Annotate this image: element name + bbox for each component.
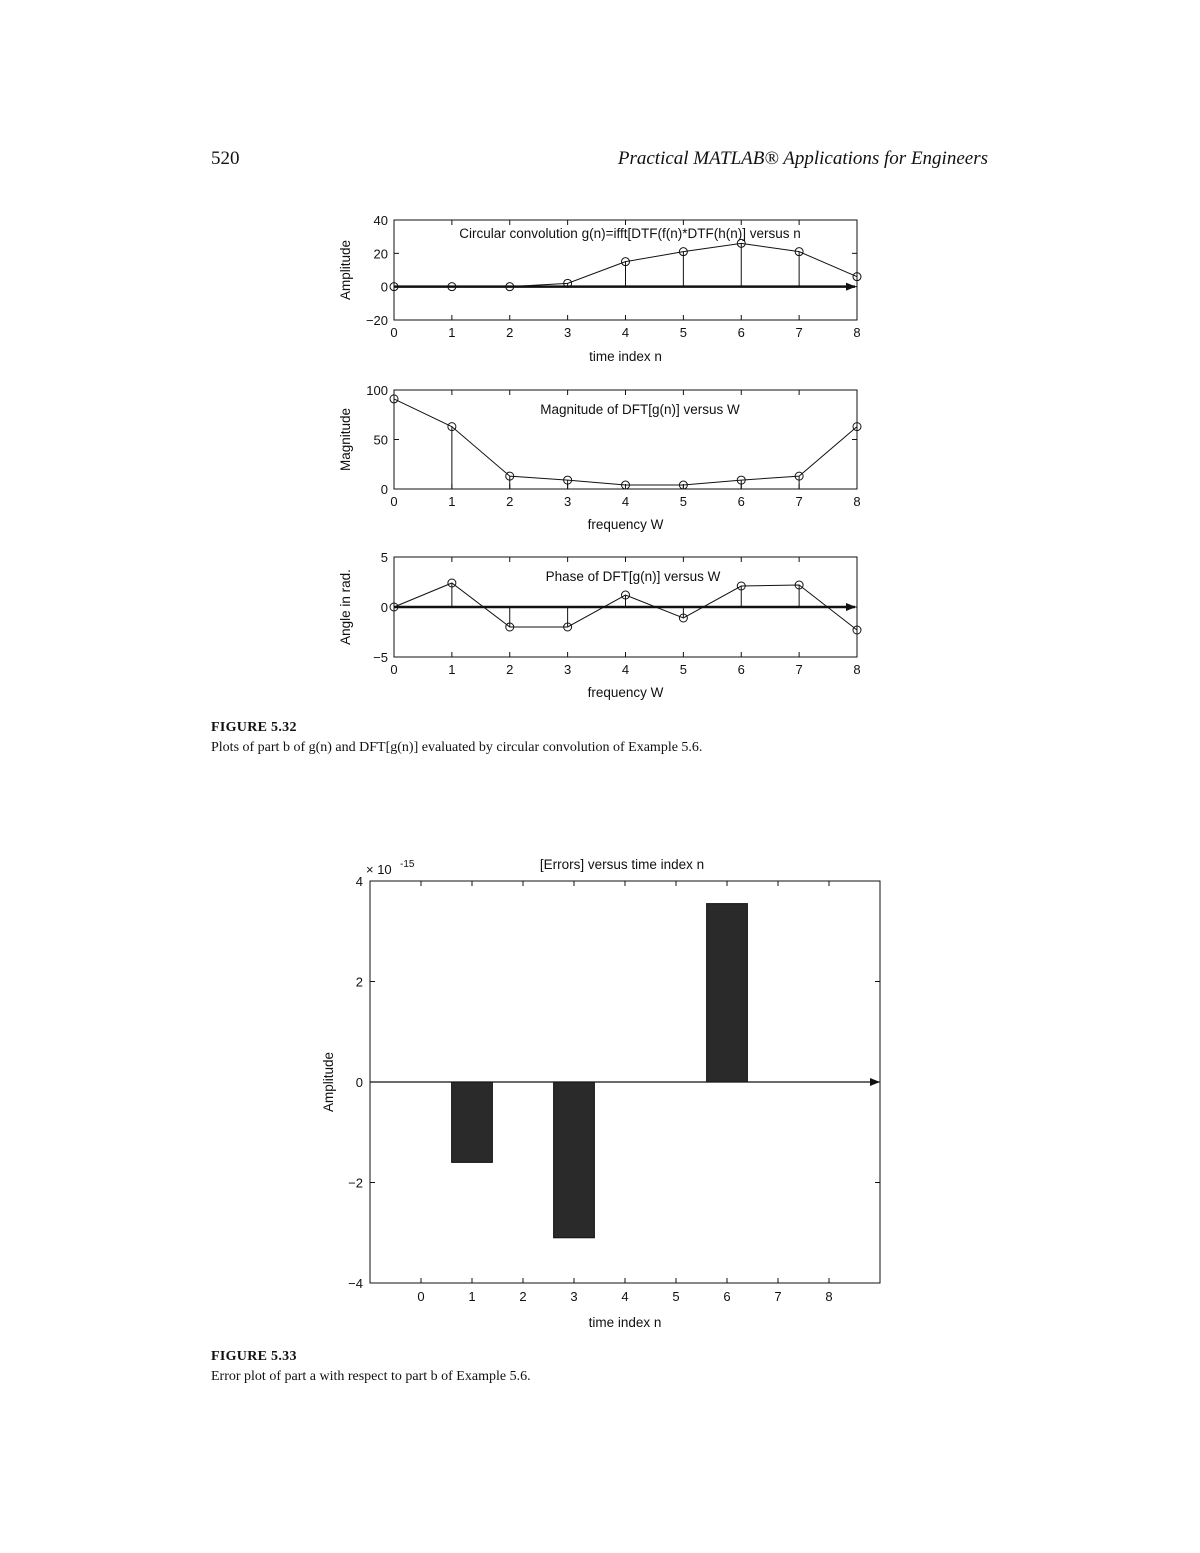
x-tick-label: 5 [679,494,687,509]
x-tick-label: 5 [679,325,687,340]
y-tick-label: 2 [355,974,363,990]
scale-exponent: -15 [400,859,415,870]
x-axis-label: frequency W [587,517,664,532]
error-bar [707,904,748,1082]
plot-3 [338,550,861,700]
y-tick-label: 4 [355,874,363,889]
y-tick-label: 0 [380,482,388,497]
y-axis-label: Amplitude [338,239,353,301]
figure-5-33-label: FIGURE 5.33 [211,1349,297,1364]
x-tick-label: 8 [853,325,861,340]
plot-title: Phase of DFT[g(n)] versus W [545,569,721,584]
x-tick-label: 4 [621,662,630,677]
figure-5-33-caption [211,1347,531,1387]
plot-title: Circular convolution g(n)=ifft[DTF(f(n)*DTF(h(n)] versus n [459,226,801,241]
x-tick-label: 5 [679,662,687,677]
y-tick-label: 100 [366,383,388,398]
plot-1 [338,213,861,364]
y-tick-label: 5 [380,550,388,565]
plot-title: [Errors] versus time index n [539,857,705,872]
y-tick-label: 20 [373,246,388,262]
running-title: Practical MATLAB® Applications for Engineers [617,148,988,169]
error-bar [554,1082,595,1238]
x-tick-label: 4 [621,1289,629,1304]
error-bar [452,1082,493,1162]
x-tick-label: 3 [564,325,572,340]
x-tick-label: 5 [672,1289,680,1304]
x-tick-label: 3 [570,1289,578,1304]
y-tick-label: 0 [380,600,388,615]
figure-5-32-text: Plots of part b of g(n) and DFT[g(n)] evaluated by circular convolution of Example 5.6. [211,740,703,755]
x-tick-label: 4 [621,325,630,340]
x-tick-label: 0 [417,1289,425,1304]
figure-5-33-text: Error plot of part a with respect to part b of Example 5.6. [211,1369,531,1384]
x-tick-label: 2 [506,662,514,677]
y-tick-label: −20 [365,313,388,328]
x-axis-label: time index n [589,349,662,364]
x-tick-label: 2 [519,1289,527,1304]
error-bar-chart [321,857,880,1330]
figure-5-32-caption [211,718,702,758]
scale-label: × 10 [366,862,392,877]
x-tick-label: 1 [468,1289,476,1304]
x-tick-label: 6 [737,662,745,677]
x-tick-label: 6 [737,325,745,340]
x-tick-label: 6 [737,494,745,509]
x-tick-label: 7 [795,662,803,677]
y-tick-label: 40 [373,213,388,228]
x-tick-label: 3 [564,494,572,509]
y-tick-label: 0 [355,1075,363,1090]
x-tick-label: 2 [506,325,514,340]
y-axis-label: Amplitude [321,1051,336,1113]
x-tick-label: 4 [621,494,630,509]
x-tick-label: 7 [774,1289,782,1304]
plot-title: Magnitude of DFT[g(n)] versus W [540,402,740,417]
y-tick-label: −5 [373,650,388,665]
x-tick-label: 0 [390,494,398,509]
x-tick-label: 6 [723,1289,731,1304]
x-axis-label: frequency W [587,685,664,700]
y-axis-label: Magnitude [338,407,353,472]
x-tick-label: 0 [390,662,398,677]
figure-5-32-label: FIGURE 5.32 [211,720,297,735]
x-tick-label: 1 [448,494,456,509]
x-tick-label: 3 [564,662,572,677]
x-tick-label: 2 [506,494,514,509]
x-tick-label: 8 [825,1289,833,1304]
y-tick-label: 50 [373,432,388,448]
x-tick-label: 8 [853,494,861,509]
x-tick-label: 1 [448,662,456,677]
x-axis-label: time index n [588,1315,662,1330]
y-tick-label: −4 [348,1276,363,1291]
y-tick-label: −2 [348,1175,363,1191]
x-tick-label: 7 [795,325,803,340]
x-tick-label: 8 [853,662,861,677]
plot-2 [338,383,861,532]
y-tick-label: 0 [380,279,388,295]
x-tick-label: 1 [448,325,456,340]
page-number: 520 [211,148,240,169]
x-tick-label: 7 [795,494,803,509]
y-axis-label: Angle in rad. [338,569,353,645]
x-tick-label: 0 [390,325,398,340]
